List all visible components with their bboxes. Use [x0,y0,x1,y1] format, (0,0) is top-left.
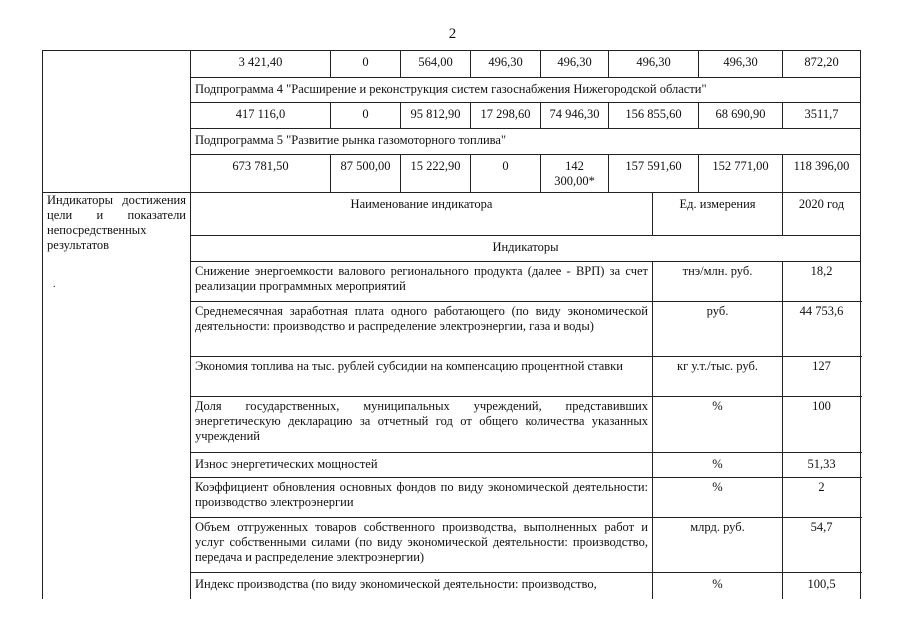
indicator-unit: тнэ/млн. руб. [653,262,783,302]
finance-cell: 496,30 [699,51,783,78]
indicator-unit: руб. [653,302,783,357]
indicator-year-header: 2020 год [783,193,861,236]
left-label-text: Индикаторы достижения цели и показатели непосредственных результатов [47,193,186,252]
indicator-value: 100 [783,397,861,453]
indicator-unit: кг у.т./тыс. руб. [653,357,783,397]
indicator-value: 54,7 [783,518,861,573]
finance-cell: 95 812,90 [401,103,471,129]
finance-cell: 564,00 [401,51,471,78]
finance-cell: 496,30 [541,51,609,78]
indicator-name: Снижение энергоемкости валового регионального продукта (далее - ВРП) за счет реализации программных мероприятий [191,262,653,302]
indicator-name: Коэффициент обновления основных фондов по виду экономической деятельности: производство электроэнергии [191,478,653,518]
finance-cell: 17 298,60 [471,103,541,129]
finance-cell: 872,20 [783,51,861,78]
subprogram-title: Подпрограмма 4 "Расширение и реконструкция систем газоснабжения Нижегородской области" [191,78,861,103]
indicator-value: 44 753,6 [783,302,861,357]
indicator-name: Доля государственных, муниципальных учреждений, представивших энергетическую декларацию за отчетный год от общего количества указанных учреждений [191,397,653,453]
indicator-value: 18,2 [783,262,861,302]
finance-cell: 3511,7 [783,103,861,129]
indicator-value: 2 [783,478,861,518]
indicator-name: Индекс производства (по виду экономической деятельности: производство, [191,573,653,599]
indicators-left-label [43,193,191,599]
indicator-unit: % [653,397,783,453]
indicator-unit: % [653,573,783,599]
indicator-value: 100,5 [783,573,861,599]
finance-cell: 417 116,0 [191,103,331,129]
finance-cell: 0 [471,155,541,193]
finance-cell: 74 946,30 [541,103,609,129]
indicator-value: 51,33 [783,453,861,478]
finance-cell: 15 222,90 [401,155,471,193]
indicator-unit: % [653,453,783,478]
subprogram-title: Подпрограмма 5 "Развитие рынка газомоторного топлива" [191,129,861,155]
indicator-name: Объем отгруженных товаров собственного производства, выполненных работ и услуг собственными силами (по виду экономической деятельности: производство, передача и распределение электроэнергии) [191,518,653,573]
finance-cell: 3 421,40 [191,51,331,78]
program-passport-table [42,50,861,599]
indicator-unit: млрд. руб. [653,518,783,573]
finance-cell: 496,30 [471,51,541,78]
finance-cell: 142 300,00* [541,155,609,193]
finance-cell: 87 500,00 [331,155,401,193]
indicator-header-row [43,193,861,236]
finance-cell: 156 855,60 [609,103,699,129]
finance-cell: 152 771,00 [699,155,783,193]
indicator-unit-header: Ед. измерения [653,193,783,236]
indicator-unit: % [653,478,783,518]
finance-row [43,51,861,78]
finance-cell: 496,30 [609,51,699,78]
finance-cell: 68 690,90 [699,103,783,129]
page-number: 2 [448,26,457,42]
indicator-name: Среднемесячная заработная плата одного работающего (по виду экономической деятельности: производство и распределение электроэнергии, газа и воды) [191,302,653,357]
finance-cell: 118 396,00 [783,155,861,193]
finance-cell: 157 591,60 [609,155,699,193]
indicator-name: Экономия топлива на тыс. рублей субсидии на компенсацию процентной ставки [191,357,653,397]
stray-mark: . [53,279,56,290]
left-blank-cell [43,51,191,193]
indicators-subheader: Индикаторы [191,236,861,262]
indicator-name: Износ энергетических мощностей [191,453,653,478]
indicator-value: 127 [783,357,861,397]
finance-cell: 673 781,50 [191,155,331,193]
finance-cell: 0 [331,51,401,78]
indicator-name-header: Наименование индикатора [191,193,653,236]
finance-cell: 0 [331,103,401,129]
